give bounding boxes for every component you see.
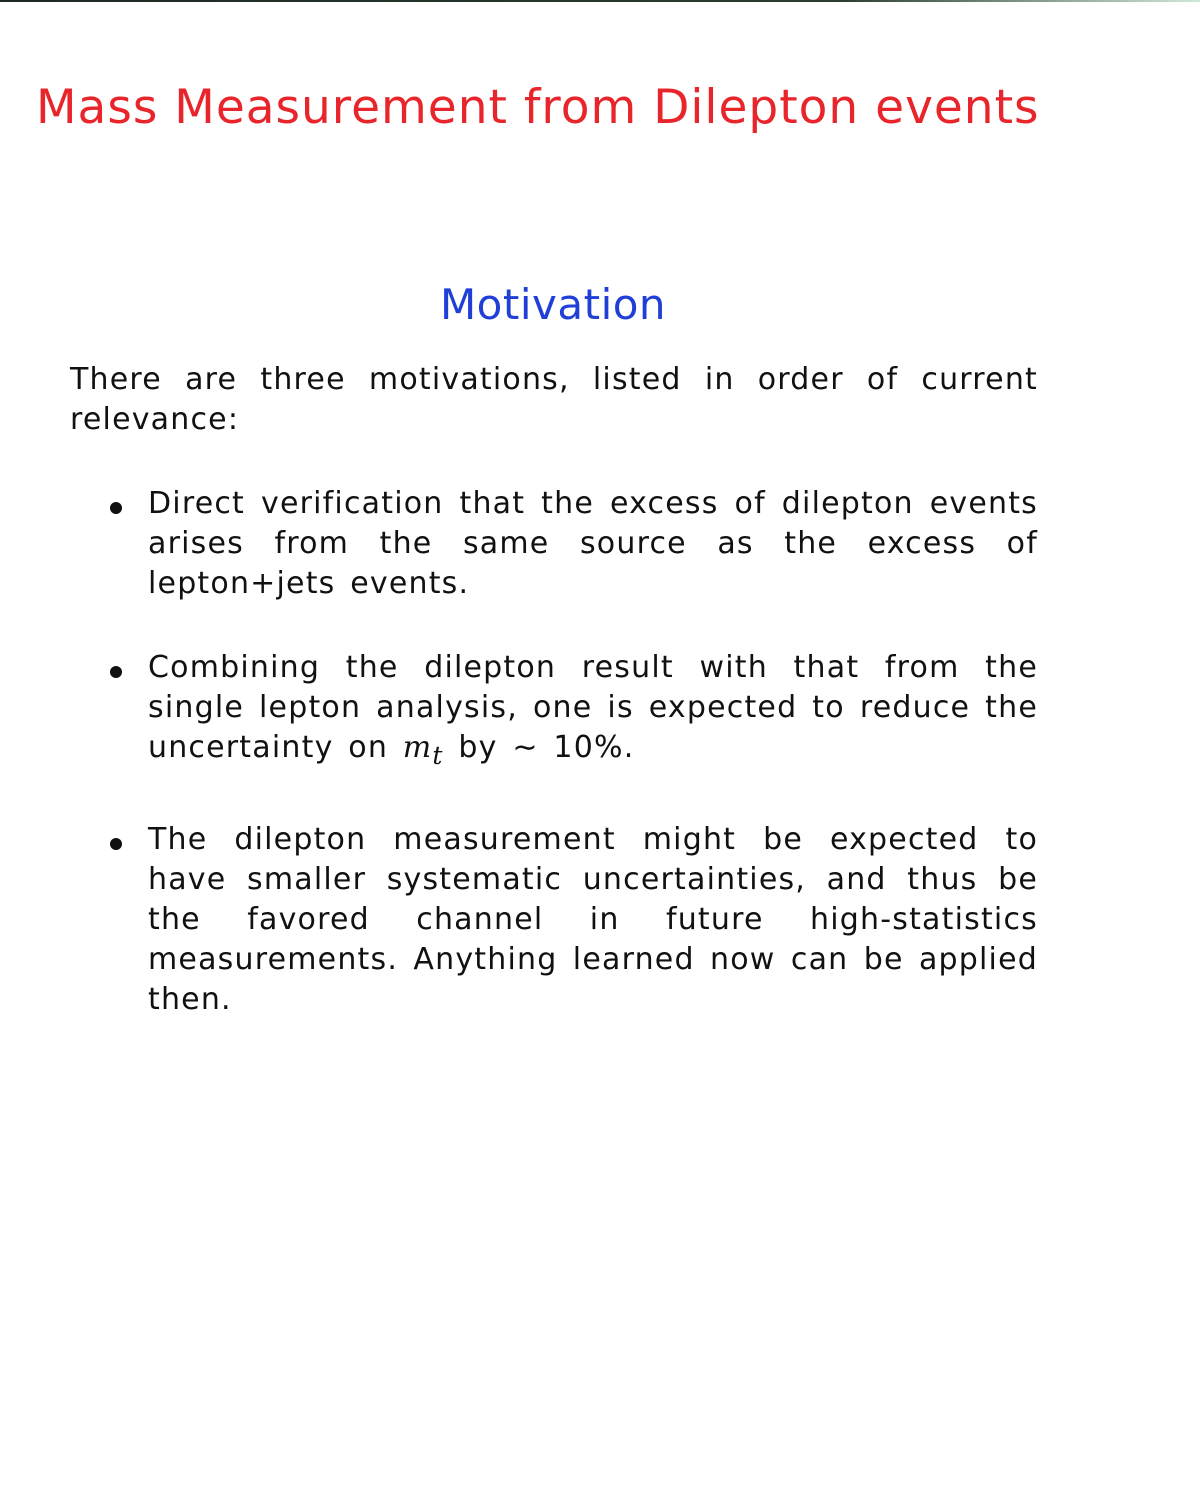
list-item-systematics: [148, 820, 1038, 1020]
math-variable: m: [402, 730, 433, 765]
list-item-verification: [148, 484, 1038, 604]
list-item-text: Direct verification that the excess of dilepton events arises from the same source as the excess of lepton+jets events.: [148, 486, 1038, 601]
list-item-text-before: Combining the dilepton result with that from the single lepton analysis, one is expected to reduce the uncertainty on: [148, 650, 1038, 765]
section-heading: Motivation: [439, 280, 667, 329]
top-mass-symbol: [402, 730, 444, 770]
list-item-text: The dilepton measurement might be expected to have smaller systematic uncertainties, and thus be the favored channel in future high-statistics measurements. Anything learned now can be applied then.: [148, 822, 1038, 1017]
list-item-combining: [148, 648, 1038, 776]
intro-paragraph: There are three motivations, listed in order of current relevance:: [70, 362, 1038, 437]
math-subscript: t: [432, 741, 444, 770]
top-rule: [0, 0, 1200, 2]
list-item-text-after: by ∼ 10%.: [443, 730, 635, 765]
slide-title: Mass Measurement from Dilepton events: [36, 80, 1040, 135]
motivation-list: [148, 484, 1038, 1064]
